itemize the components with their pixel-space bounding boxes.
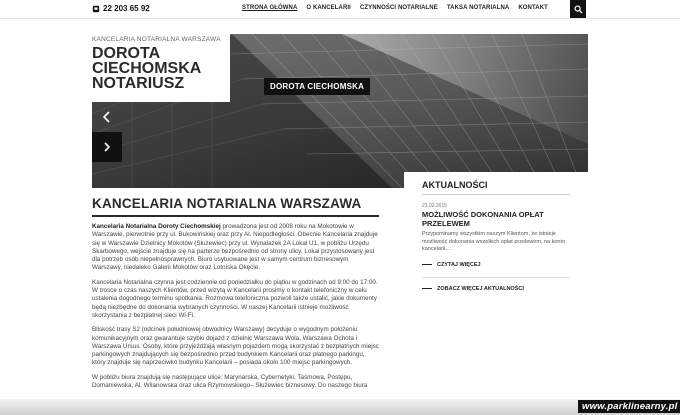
slide-caption: DOROTA CIECHOMSKA (264, 78, 370, 95)
news-title[interactable]: MOŻLIWOŚĆ DOKONANIA OPŁAT PRZELEWEM (422, 210, 544, 228)
main-nav (242, 5, 548, 11)
hero-title (92, 46, 230, 91)
hours-paragraph: Kancelaria Notarialna czynna jest codziennie od poniedziałku do piątku w godzinach od 9:00 do 17:00. W trosce o czas naszych Klientów, przed wizytą w Kancelarii prosimy o kontakt telefoniczny w celu ustalenia dogodnego terminu spotkania. Rozmowa telefoniczna pozwoli także ustalić, jakie dokumenty będą niezbędne do dokonania wybranych czynności. W naszej Kancelarii istnieje możliwość skorzystania z bezpłatnej sieci Wi-Fi. (92, 278, 378, 319)
nav-item-about[interactable]: O KANCELARII (306, 5, 351, 11)
read-more-label: CZYTAJ WIĘCEJ (437, 261, 481, 268)
slider-next-button[interactable] (92, 132, 122, 162)
nav-item-contact[interactable]: KONTAKT (518, 5, 548, 11)
streets-paragraph: W pobliżu biura znajdują się następujące ulice: Marynarska, Cybernetyki, Taśmowa, Postępu, Domaniewska, Al. Wilanowska oraz ulica Rzymowskiego– Służewiec biznesowy. Do naszego biura (92, 373, 368, 390)
slider-prev-button[interactable] (100, 110, 114, 124)
chevron-left-icon (100, 110, 114, 124)
hero-subtitle: KANCELARIA NOTARIALNA WARSZAWA (92, 36, 221, 43)
location-paragraph: Bliskość trasy S2 (odcinek południowej obwodnicy Warszawy) decyduje o wygodnym położeniu komunikacyjnym oraz gwarantuje szybki dojazd z dzielnic Warszawa Wola, Warszawa Ochota i Warszawa Ursus. Osoby, które przyjeżdżają własnym pojazdem mogą skorzystać z bezpłatnych miejsc parkingowych znajdujących się bezpośrednio przed budynkiem Kancelarii oraz płatnego parkingu, który znajduje się naprzeciwko budynku Kancelarii – posiada około 100 miejsc parkingowych. (92, 326, 379, 367)
nav-item-services[interactable]: CZYNNOŚCI NOTARIALNE (359, 5, 438, 11)
intro-bold: Kancelaria Notarialna Doroty Ciechomskiej (92, 223, 221, 230)
search-button[interactable] (570, 0, 586, 18)
news-sidebar (404, 172, 588, 415)
main-content (92, 196, 379, 390)
chevron-right-icon (101, 141, 113, 153)
read-more-link[interactable] (422, 262, 570, 268)
search-icon (574, 5, 583, 14)
all-news-label: ZOBACZ WIĘCEJ AKTUALNOŚCI (437, 285, 524, 292)
top-bar (0, 0, 680, 19)
hero-title-line1: DOROTA (92, 45, 161, 62)
hero-title-line2: CIECHOMSKA (92, 60, 202, 77)
hero-title-line3: NOTARIUSZ (92, 75, 185, 92)
news-excerpt: Przypominamy wszystkim naszym Klientom, że istnieje możliwość dokonania wszelkich opłat przelewem, na konto kancelarii.... (422, 231, 566, 252)
phone-text: 22 203 65 92 (103, 4, 150, 13)
divider (422, 277, 570, 278)
phone-number[interactable] (92, 4, 150, 13)
news-date: 23.02.2015 (422, 203, 448, 209)
dash-icon (422, 264, 432, 265)
nav-item-fees[interactable]: TAKSA NOTARIALNA (446, 5, 510, 11)
phone-icon (92, 5, 100, 13)
watermark: www.parklinearny.pl (578, 400, 680, 413)
intro-paragraph (92, 223, 379, 273)
all-news-link[interactable] (422, 286, 570, 292)
hero-title-box (92, 34, 230, 102)
nav-item-home[interactable]: STRONA GŁÓWNA (242, 5, 298, 11)
dash-icon (422, 288, 432, 289)
intro-text: prowadzona jest od 2008 roku na Mokotowie w Warszawie, pierwotnie przy ul. Bukowińskiej oraz przy Al. Niepodległości. Obecnie Kancelaria znajduje się w Warszawie Dzielnicy Mokotów (Służewiec) przy ul. Wynalazek 2A Lokal U1, w pobliżu Urzędu Skarbowego, wejście znajduje się na parterze bezpośrednio od strony ulicy. Lokal przystosowany jest dla potrzeb osób niepełnosprawnych. Biuro usytuowane jest w samym centrum biznesowym Warszawy, niedaleko Galerii Mokotów oraz Lotniska Okęcie. (92, 223, 378, 272)
news-heading: AKTUALNOŚCI (422, 180, 570, 195)
page-title: KANCELARIA NOTARIALNA WARSZAWA (92, 196, 379, 217)
